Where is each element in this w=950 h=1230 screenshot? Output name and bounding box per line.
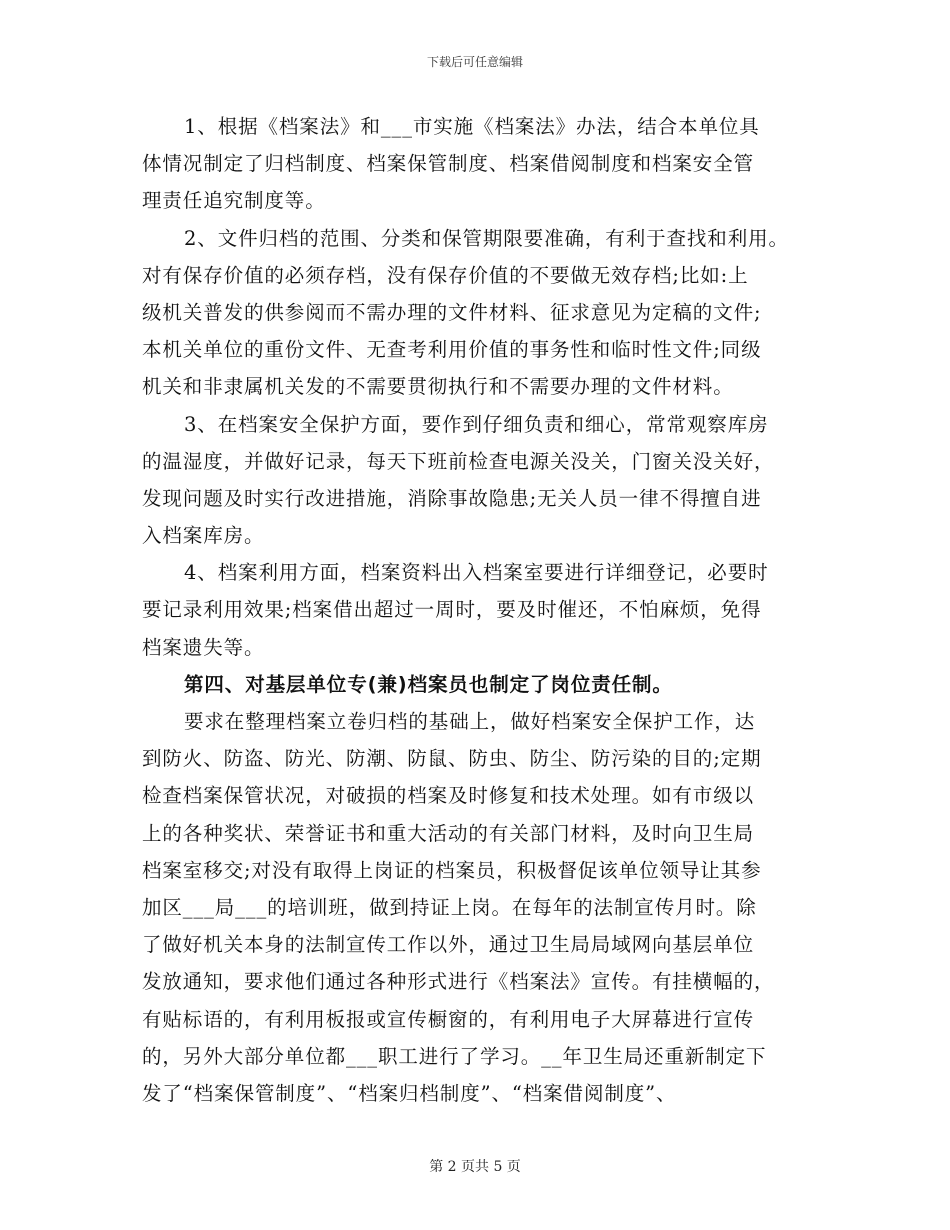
paragraph-5-line-8: 发放通知，要求他们通过各种形式进行《档案法》宣传。有挂横幅的， bbox=[142, 970, 775, 994]
page-header: 下载后可任意编辑 bbox=[426, 55, 523, 69]
paragraph-5-line-1: 要求在整理档案立卷归档的基础上，做好档案安全保护工作，达 bbox=[184, 710, 756, 733]
paragraph-3-line-4: 入档案库房。 bbox=[142, 524, 265, 548]
paragraph-2-line-5: 机关和非隶属机关发的不需要贯彻执行和不需要办理的文件材料。 bbox=[142, 375, 734, 399]
paragraph-5-line-7: 了做好机关本身的法制宣传工作以外，通过卫生局局域网向基层单位 bbox=[142, 933, 755, 957]
paragraph-5-line-9: 有贴标语的，有利用板报或宣传橱窗的，有利用电子大屏幕进行宣传 bbox=[142, 1007, 755, 1031]
section-heading: 第四、对基层单位专(兼)档案员也制定了岗位责任制。 bbox=[184, 672, 673, 696]
document-body bbox=[142, 108, 812, 1112]
paragraph-4-line-1: 4、档案利用方面，档案资料出入档案室要进行详细登记，必要时 bbox=[184, 561, 769, 585]
paragraph-5-line-10: 的，另外大部分单位都___职工进行了学习。__年卫生局还重新制定下 bbox=[142, 1044, 767, 1068]
paragraph-5-line-11: 发了“档案保管制度”、“档案归档制度”、“档案借阅制度”、 bbox=[142, 1081, 677, 1105]
paragraph-4-line-3: 档案遗失等。 bbox=[142, 635, 265, 659]
paragraph-4-line-2: 要记录利用效果;档案借出超过一周时，要及时催还，不怕麻烦，免得 bbox=[142, 598, 762, 622]
paragraph-3-line-2: 的温湿度，并做好记录，每天下班前检查电源关没关，门窗关没关好， bbox=[142, 449, 775, 473]
paragraph-1-line-1: 1、根据《档案法》和___市实施《档案法》办法，结合本单位具 bbox=[184, 115, 760, 138]
paragraph-5-line-6: 加区___局___的培训班，做到持证上岗。在每年的法制宣传月时。除 bbox=[142, 895, 757, 919]
page-footer: 第 2 页共 5 页 bbox=[429, 1159, 521, 1175]
paragraph-3-line-3: 发现问题及时实行改进措施，消除事故隐患;无关人员一律不得擅自进 bbox=[142, 486, 762, 510]
paragraph-3-line-1: 3、在档案安全保护方面，要作到仔细负责和细心，常常观察库房 bbox=[184, 412, 769, 436]
paragraph-1-line-3: 理责任追究制度等。 bbox=[142, 189, 326, 213]
paragraph-5-line-3: 检查档案保管状况，对破损的档案及时修复和技术处理。如有市级以 bbox=[142, 784, 755, 808]
paragraph-2-line-3: 级机关普发的供参阅而不需办理的文件材料、征求意见为定稿的文件; bbox=[142, 300, 762, 324]
paragraph-2-line-4: 本机关单位的重份文件、无查考利用价值的事务性和临时性文件;同级 bbox=[142, 338, 762, 362]
paragraph-5-line-2: 到防火、防盗、防光、防潮、防鼠、防虫、防尘、防污染的目的;定期 bbox=[142, 747, 762, 771]
paragraph-5-line-5: 档案室移交;对没有取得上岗证的档案员，积极督促该单位领导让其参 bbox=[142, 858, 762, 882]
paragraph-2-line-1: 2、文件归档的范围、分类和保管期限要准确，有利于查找和利用。 bbox=[184, 226, 789, 250]
paragraph-1-line-2: 体情况制定了归档制度、档案保管制度、档案借阅制度和档案安全管 bbox=[142, 152, 755, 176]
paragraph-2-line-2: 对有保存价值的必须存档，没有保存价值的不要做无效存档;比如:上 bbox=[142, 263, 749, 287]
paragraph-5-line-4: 上的各种奖状、荣誉证书和重大活动的有关部门材料，及时向卫生局 bbox=[142, 821, 755, 845]
